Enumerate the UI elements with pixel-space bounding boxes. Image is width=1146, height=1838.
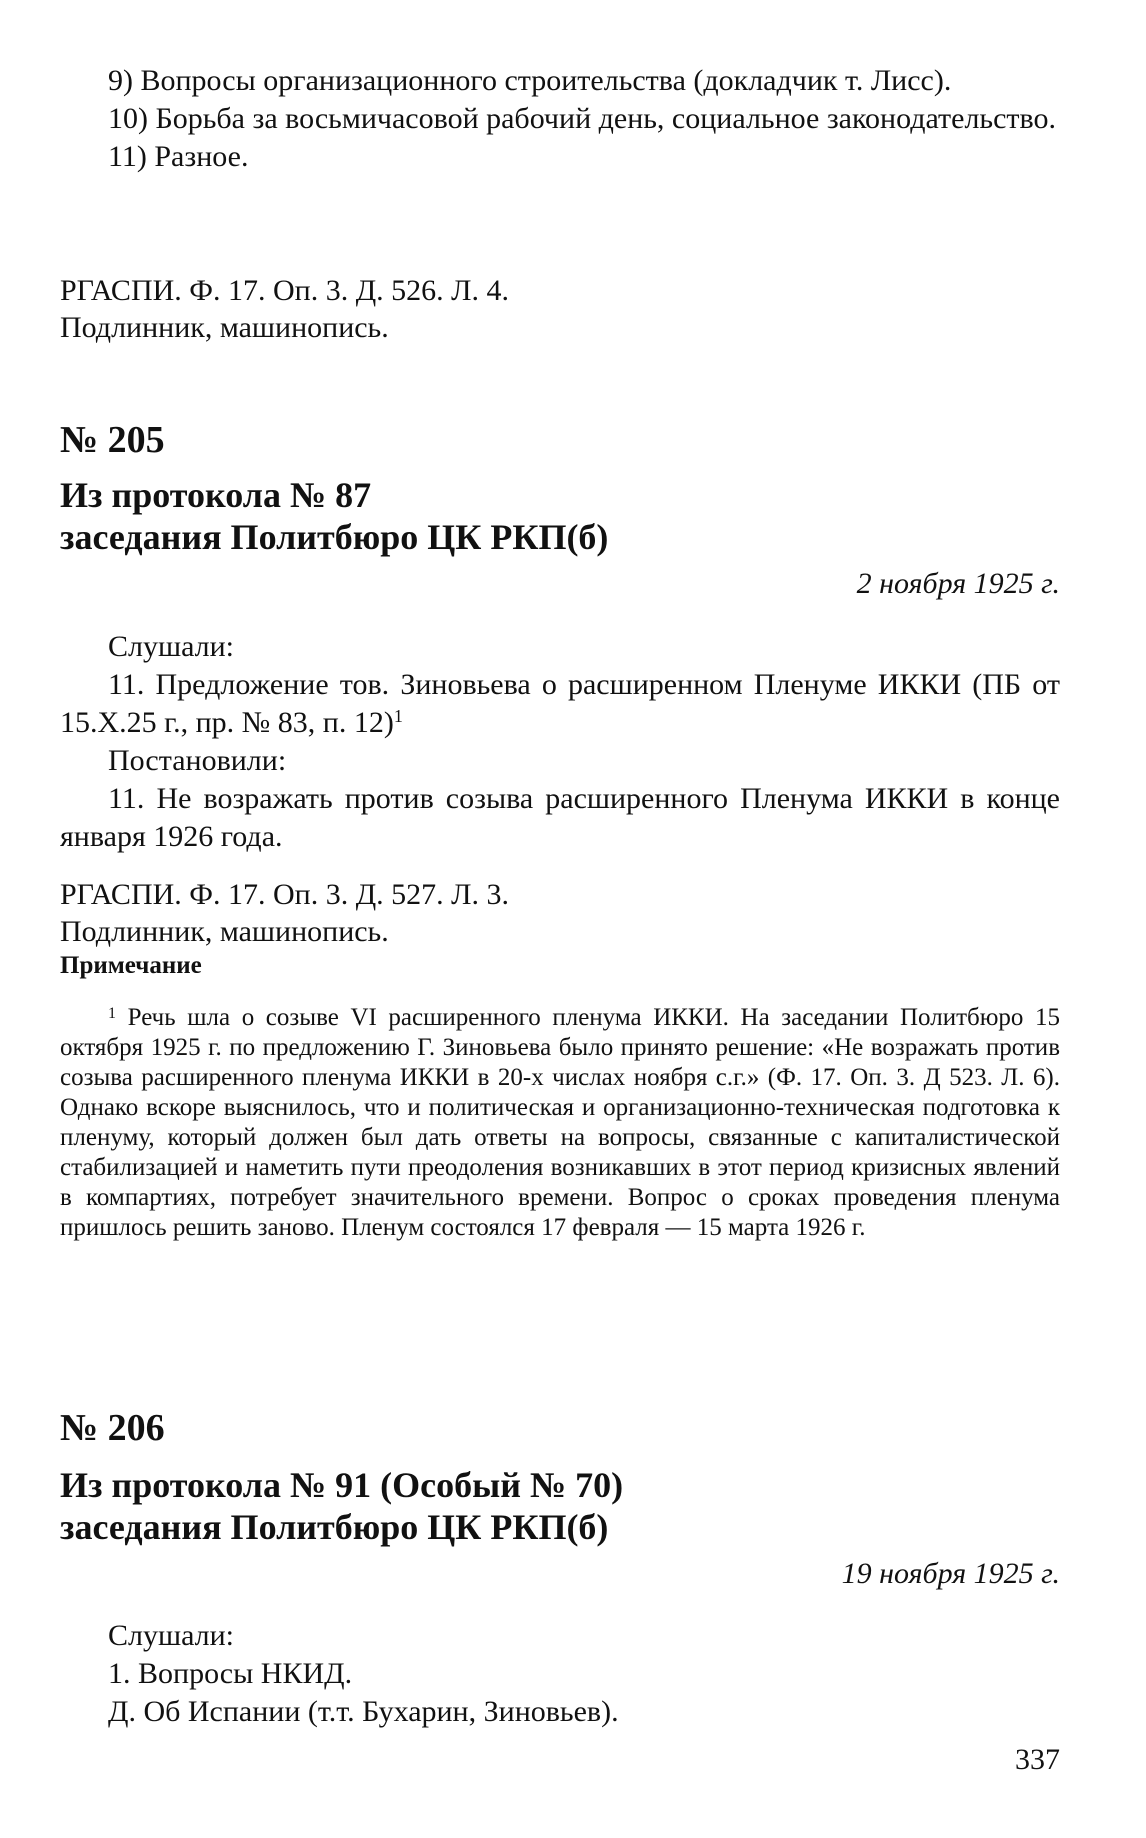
note-text: Речь шла о созыве VI расширенного пленума ИККИ. На заседании Политбюро 15 октября 1925 г. по предложению Г. Зиновьева было принято решение: «Не возражать против созыва расширенного пленума ИККИ в 20-х числах ноября с.г.» (Ф. 17. Оп. 3. Д 523. Л. 6). Однако вскоре выяснилось, что и политическая и организационно-техническая подготовка к пленуму, который должен был дать ответы на вопросы, связанные с капиталистической стабилизацией и наметить пути преодоления возникавших в этот период кризисных явлений в компартиях, потребует значительного времени. Вопрос о сроках проведения пленума пришлось решить заново. Пленум состоялся 17 февраля — 15 марта 1926 г. (60, 1004, 1061, 1241)
archive-reference-527 (60, 876, 1060, 950)
agenda-item-10: 10) Борьба за восьмичасовой рабочий день, социальное законодательство. (108, 102, 1057, 135)
heard-item-text: 11. Предложение тов. Зиновьева о расширенном Пленуме ИККИ (ПБ от 15.X.25 г., пр. № 83, п. 12) (60, 668, 1060, 739)
archive-ref-line: РГАСПИ. Ф. 17. Оп. 3. Д. 527. Л. 3. (60, 878, 510, 911)
document-206-header (60, 1406, 1060, 1548)
document-206-date (60, 1555, 1060, 1593)
document-205-note (60, 951, 1060, 1243)
document-date: 2 ноября 1925 г. (856, 567, 1060, 600)
document-title-line-1: Из протокола № 91 (Особый № 70) (60, 1465, 624, 1505)
heard-item-1: 1. Вопросы НКИД. (108, 1657, 353, 1690)
archive-type-line: Подлинник, машинопись. (60, 311, 389, 344)
document-205-body (60, 628, 1060, 856)
note-paragraph (60, 1003, 1060, 1243)
resolved-label: Постановили: (108, 744, 287, 777)
heard-item-d: Д. Об Испании (т.т. Бухарин, Зиновьев). (108, 1695, 619, 1728)
document-number: № 206 (60, 1407, 165, 1449)
document-205-header (60, 418, 1060, 558)
page-number: 337 (1015, 1743, 1060, 1776)
document-number: № 205 (60, 419, 165, 461)
agenda-continuation (60, 62, 1060, 176)
heard-label: Слушали: (108, 1619, 235, 1652)
archive-reference-526 (60, 272, 1060, 346)
document-206-body (60, 1617, 1060, 1731)
heard-label: Слушали: (108, 630, 235, 663)
agenda-item-9: 9) Вопросы организационного строительства (докладчик т. Лисс). (108, 64, 952, 97)
note-footnote-marker: 1 (108, 1005, 116, 1022)
archive-ref-line: РГАСПИ. Ф. 17. Оп. 3. Д. 526. Л. 4. (60, 274, 510, 307)
document-date: 19 ноября 1925 г. (841, 1557, 1060, 1590)
document-title-line-1: Из протокола № 87 (60, 475, 372, 515)
resolved-item-11: 11. Не возражать против созыва расширенного Пленума ИККИ в конце января 1926 года. (60, 782, 1060, 853)
footnote-ref-marker: 1 (393, 706, 403, 726)
document-205-date (60, 565, 1060, 603)
document-title-line-2: заседания Политбюро ЦК РКП(б) (60, 517, 609, 557)
agenda-item-11: 11) Разное. (108, 140, 249, 173)
heard-item-11 (60, 666, 1060, 742)
note-heading: Примечание (60, 952, 202, 979)
archive-type-line: Подлинник, машинопись. (60, 915, 389, 948)
document-title-line-2: заседания Политбюро ЦК РКП(б) (60, 1507, 609, 1547)
